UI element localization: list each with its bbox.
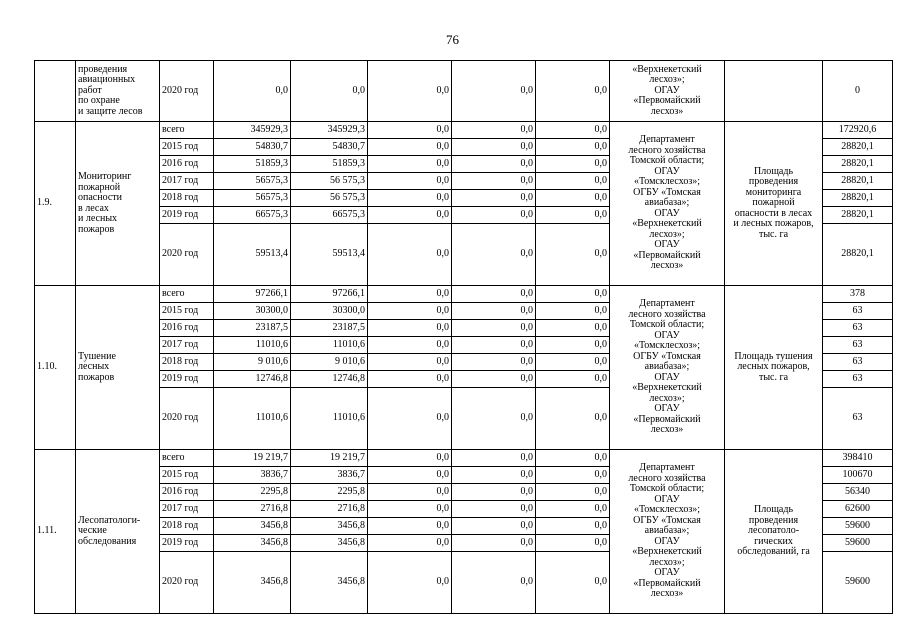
value-other: 0,0 (536, 156, 610, 173)
period-label: 2020 год (160, 61, 214, 122)
value-federal: 0,0 (368, 286, 452, 303)
target-value: 56340 (823, 484, 893, 501)
value-other: 0,0 (536, 388, 610, 450)
value-total: 59513,4 (214, 224, 291, 286)
value-federal: 0,0 (368, 139, 452, 156)
value-other: 0,0 (536, 303, 610, 320)
period-label: 2015 год (160, 139, 214, 156)
value-regional: 30300,0 (291, 303, 368, 320)
activity-name: Лесопатологи- ческие обследования (76, 450, 160, 614)
value-regional: 2295,8 (291, 484, 368, 501)
value-total: 23187,5 (214, 320, 291, 337)
value-other: 0,0 (536, 139, 610, 156)
value-other: 0,0 (536, 450, 610, 467)
row-code: 1.9. (35, 122, 76, 286)
value-other: 0,0 (536, 535, 610, 552)
value-other: 0,0 (536, 286, 610, 303)
activity-name: Тушение лесных пожаров (76, 286, 160, 450)
value-federal: 0,0 (368, 156, 452, 173)
value-local: 0,0 (452, 501, 536, 518)
value-regional: 0,0 (291, 61, 368, 122)
value-total: 56575,3 (214, 173, 291, 190)
target-value: 63 (823, 337, 893, 354)
value-regional: 59513,4 (291, 224, 368, 286)
value-regional: 12746,8 (291, 371, 368, 388)
value-local: 0,0 (452, 552, 536, 614)
period-label: 2016 год (160, 320, 214, 337)
value-regional: 56 575,3 (291, 190, 368, 207)
target-value: 398410 (823, 450, 893, 467)
value-federal: 0,0 (368, 207, 452, 224)
target-value: 63 (823, 320, 893, 337)
page-number: 76 (446, 32, 459, 47)
value-regional: 345929,3 (291, 122, 368, 139)
target-value: 28820,1 (823, 224, 893, 286)
period-label: 2019 год (160, 371, 214, 388)
period-label: всего (160, 122, 214, 139)
target-value: 62600 (823, 501, 893, 518)
target-value: 28820,1 (823, 139, 893, 156)
value-federal: 0,0 (368, 450, 452, 467)
target-value: 59600 (823, 535, 893, 552)
value-federal: 0,0 (368, 190, 452, 207)
executor: Департамент лесного хозяйства Томской области; ОГАУ «Томсклесхоз»; ОГБУ «Томская авиабаза»; ОГАУ «Верхнекетский лесхоз»; ОГАУ «Первомайский лесхоз» (610, 286, 725, 450)
executor: «Верхнекетский лесхоз»; ОГАУ «Первомайский лесхоз» (610, 61, 725, 122)
table-row (35, 450, 893, 467)
target-value: 63 (823, 371, 893, 388)
value-total: 3456,8 (214, 552, 291, 614)
indicator: Площадь проведения лесопатоло- гических обследований, га (725, 450, 823, 614)
value-regional: 3456,8 (291, 518, 368, 535)
value-regional: 51859,3 (291, 156, 368, 173)
row-code (35, 61, 76, 122)
value-federal: 0,0 (368, 501, 452, 518)
value-local: 0,0 (452, 303, 536, 320)
target-value: 59600 (823, 552, 893, 614)
value-federal: 0,0 (368, 371, 452, 388)
period-label: 2019 год (160, 535, 214, 552)
period-label: 2017 год (160, 337, 214, 354)
value-total: 11010,6 (214, 337, 291, 354)
target-value: 378 (823, 286, 893, 303)
table-body (35, 61, 893, 614)
value-federal: 0,0 (368, 303, 452, 320)
value-local: 0,0 (452, 122, 536, 139)
period-label: 2016 год (160, 484, 214, 501)
period-label: всего (160, 286, 214, 303)
value-total: 3836,7 (214, 467, 291, 484)
value-other: 0,0 (536, 484, 610, 501)
value-regional: 9 010,6 (291, 354, 368, 371)
value-other: 0,0 (536, 61, 610, 122)
table-row (35, 286, 893, 303)
value-regional: 3836,7 (291, 467, 368, 484)
value-other: 0,0 (536, 122, 610, 139)
program-activities-table (34, 60, 893, 614)
value-total: 97266,1 (214, 286, 291, 303)
target-value: 100670 (823, 467, 893, 484)
value-federal: 0,0 (368, 388, 452, 450)
value-regional: 3456,8 (291, 535, 368, 552)
activity-name: Мониторинг пожарной опасности в лесах и лесных пожаров (76, 122, 160, 286)
activity-name: проведения авиационных работ по охране и защите лесов (76, 61, 160, 122)
value-total: 9 010,6 (214, 354, 291, 371)
value-local: 0,0 (452, 467, 536, 484)
value-total: 51859,3 (214, 156, 291, 173)
value-regional: 54830,7 (291, 139, 368, 156)
value-regional: 2716,8 (291, 501, 368, 518)
executor: Департамент лесного хозяйства Томской области; ОГАУ «Томсклесхоз»; ОГБУ «Томская авиабаза»; ОГАУ «Верхнекетский лесхоз»; ОГАУ «Первомайский лесхоз» (610, 450, 725, 614)
indicator: Площадь проведения мониторинга пожарной опасности в лесах и лесных пожаров, тыс. га (725, 122, 823, 286)
value-local: 0,0 (452, 388, 536, 450)
row-code: 1.11. (35, 450, 76, 614)
value-other: 0,0 (536, 354, 610, 371)
period-label: 2019 год (160, 207, 214, 224)
value-total: 12746,8 (214, 371, 291, 388)
value-other: 0,0 (536, 337, 610, 354)
value-other: 0,0 (536, 371, 610, 388)
value-local: 0,0 (452, 207, 536, 224)
value-total: 2716,8 (214, 501, 291, 518)
value-local: 0,0 (452, 286, 536, 303)
target-value: 59600 (823, 518, 893, 535)
period-label: 2020 год (160, 552, 214, 614)
value-total: 30300,0 (214, 303, 291, 320)
value-regional: 56 575,3 (291, 173, 368, 190)
value-other: 0,0 (536, 501, 610, 518)
indicator (725, 61, 823, 122)
value-local: 0,0 (452, 190, 536, 207)
target-value: 28820,1 (823, 207, 893, 224)
target-value: 63 (823, 388, 893, 450)
period-label: всего (160, 450, 214, 467)
value-federal: 0,0 (368, 354, 452, 371)
value-local: 0,0 (452, 320, 536, 337)
value-federal: 0,0 (368, 337, 452, 354)
period-label: 2020 год (160, 388, 214, 450)
period-label: 2020 год (160, 224, 214, 286)
period-label: 2018 год (160, 354, 214, 371)
value-total: 11010,6 (214, 388, 291, 450)
indicator: Площадь тушения лесных пожаров, тыс. га (725, 286, 823, 450)
period-label: 2015 год (160, 303, 214, 320)
value-federal: 0,0 (368, 173, 452, 190)
target-value: 28820,1 (823, 190, 893, 207)
value-regional: 23187,5 (291, 320, 368, 337)
value-federal: 0,0 (368, 320, 452, 337)
value-total: 19 219,7 (214, 450, 291, 467)
value-other: 0,0 (536, 518, 610, 535)
value-local: 0,0 (452, 156, 536, 173)
value-total: 0,0 (214, 61, 291, 122)
value-other: 0,0 (536, 190, 610, 207)
value-local: 0,0 (452, 518, 536, 535)
period-label: 2016 год (160, 156, 214, 173)
value-other: 0,0 (536, 552, 610, 614)
value-regional: 11010,6 (291, 388, 368, 450)
value-federal: 0,0 (368, 484, 452, 501)
value-local: 0,0 (452, 371, 536, 388)
period-label: 2018 год (160, 518, 214, 535)
value-regional: 11010,6 (291, 337, 368, 354)
value-total: 54830,7 (214, 139, 291, 156)
value-local: 0,0 (452, 337, 536, 354)
value-other: 0,0 (536, 467, 610, 484)
value-total: 66575,3 (214, 207, 291, 224)
value-other: 0,0 (536, 224, 610, 286)
table-row (35, 61, 893, 122)
value-regional: 66575,3 (291, 207, 368, 224)
row-code: 1.10. (35, 286, 76, 450)
value-federal: 0,0 (368, 552, 452, 614)
table-row (35, 122, 893, 139)
value-regional: 3456,8 (291, 552, 368, 614)
value-federal: 0,0 (368, 224, 452, 286)
value-other: 0,0 (536, 207, 610, 224)
value-other: 0,0 (536, 320, 610, 337)
value-regional: 97266,1 (291, 286, 368, 303)
executor: Департамент лесного хозяйства Томской области; ОГАУ «Томсклесхоз»; ОГБУ «Томская авиабаза»; ОГАУ «Верхнекетский лесхоз»; ОГАУ «Первомайский лесхоз» (610, 122, 725, 286)
value-local: 0,0 (452, 450, 536, 467)
target-value: 172920,6 (823, 122, 893, 139)
value-local: 0,0 (452, 61, 536, 122)
target-value: 28820,1 (823, 156, 893, 173)
value-local: 0,0 (452, 224, 536, 286)
value-other: 0,0 (536, 173, 610, 190)
target-value: 63 (823, 354, 893, 371)
value-local: 0,0 (452, 139, 536, 156)
value-federal: 0,0 (368, 518, 452, 535)
period-label: 2017 год (160, 501, 214, 518)
value-total: 3456,8 (214, 518, 291, 535)
value-total: 3456,8 (214, 535, 291, 552)
value-regional: 19 219,7 (291, 450, 368, 467)
value-local: 0,0 (452, 173, 536, 190)
target-value: 0 (823, 61, 893, 122)
value-federal: 0,0 (368, 61, 452, 122)
target-value: 63 (823, 303, 893, 320)
value-federal: 0,0 (368, 535, 452, 552)
target-value: 28820,1 (823, 173, 893, 190)
period-label: 2015 год (160, 467, 214, 484)
period-label: 2018 год (160, 190, 214, 207)
value-local: 0,0 (452, 535, 536, 552)
value-total: 2295,8 (214, 484, 291, 501)
value-total: 345929,3 (214, 122, 291, 139)
value-total: 56575,3 (214, 190, 291, 207)
value-federal: 0,0 (368, 467, 452, 484)
value-federal: 0,0 (368, 122, 452, 139)
value-local: 0,0 (452, 354, 536, 371)
value-local: 0,0 (452, 484, 536, 501)
period-label: 2017 год (160, 173, 214, 190)
